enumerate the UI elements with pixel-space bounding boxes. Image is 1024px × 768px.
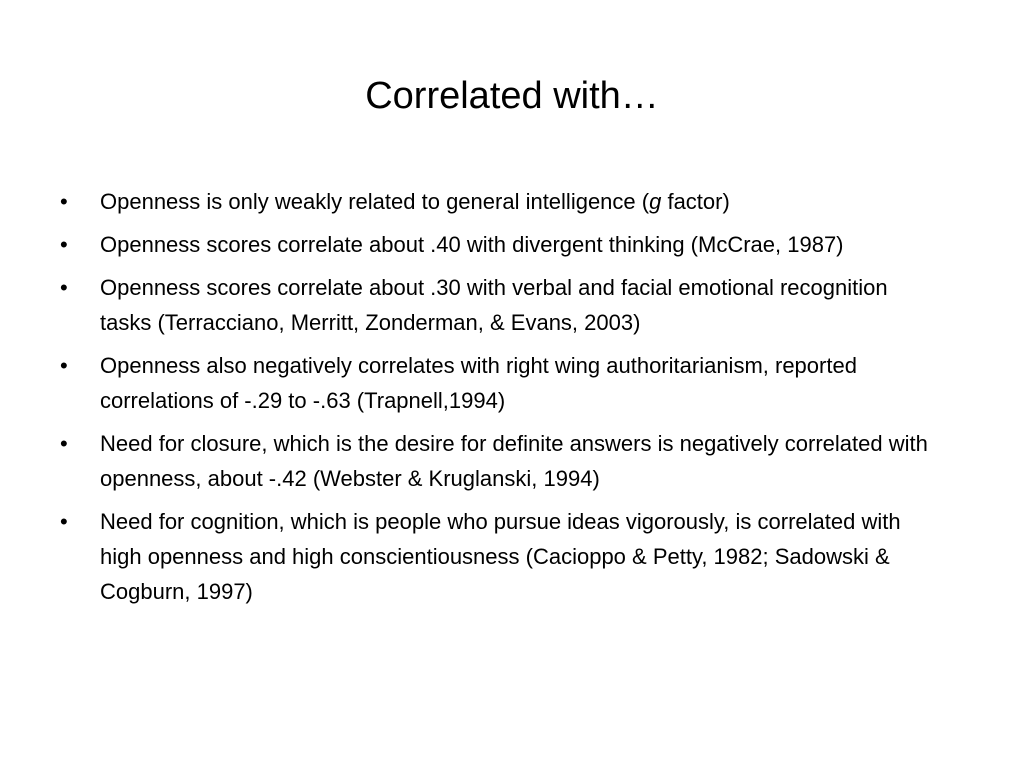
bullet-text: Need for cognition, which is people who pursue ideas vigorously, is correlated with high openness and high conscientiousness (Cacioppo & Petty, 1982; Sadowski & Cogburn, 1997)	[100, 509, 901, 604]
bullet-item-2	[60, 227, 940, 262]
bullet-item-3	[60, 270, 940, 340]
bullet-icon: •	[60, 509, 68, 534]
bullet-text: Openness also negatively correlates with right wing authoritarianism, reported correlations of -.29 to -.63 (Trapnell,1994)	[100, 353, 857, 413]
bullet-item-6	[60, 504, 940, 609]
bullet-item-5	[60, 426, 940, 496]
bullet-item-1	[60, 184, 940, 219]
bullet-list	[60, 184, 940, 617]
bullet-text: Openness is only weakly related to general intelligence (g factor)	[100, 189, 730, 214]
bullet-icon: •	[60, 353, 68, 378]
bullet-icon: •	[60, 232, 68, 257]
bullet-text: Openness scores correlate about .40 with divergent thinking (McCrae, 1987)	[100, 232, 844, 257]
bullet-item-4	[60, 348, 940, 418]
bullet-icon: •	[60, 189, 68, 214]
bullet-text: Need for closure, which is the desire for definite answers is negatively correlated with openness, about -.42 (Webster & Kruglanski, 1994)	[100, 431, 928, 491]
bullet-icon: •	[60, 431, 68, 456]
bullet-icon: •	[60, 275, 68, 300]
bullet-text: Openness scores correlate about .30 with verbal and facial emotional recognition tasks (Terracciano, Merritt, Zonderman, & Evans, 2003)	[100, 275, 888, 335]
slide-title: Correlated with…	[365, 75, 659, 117]
